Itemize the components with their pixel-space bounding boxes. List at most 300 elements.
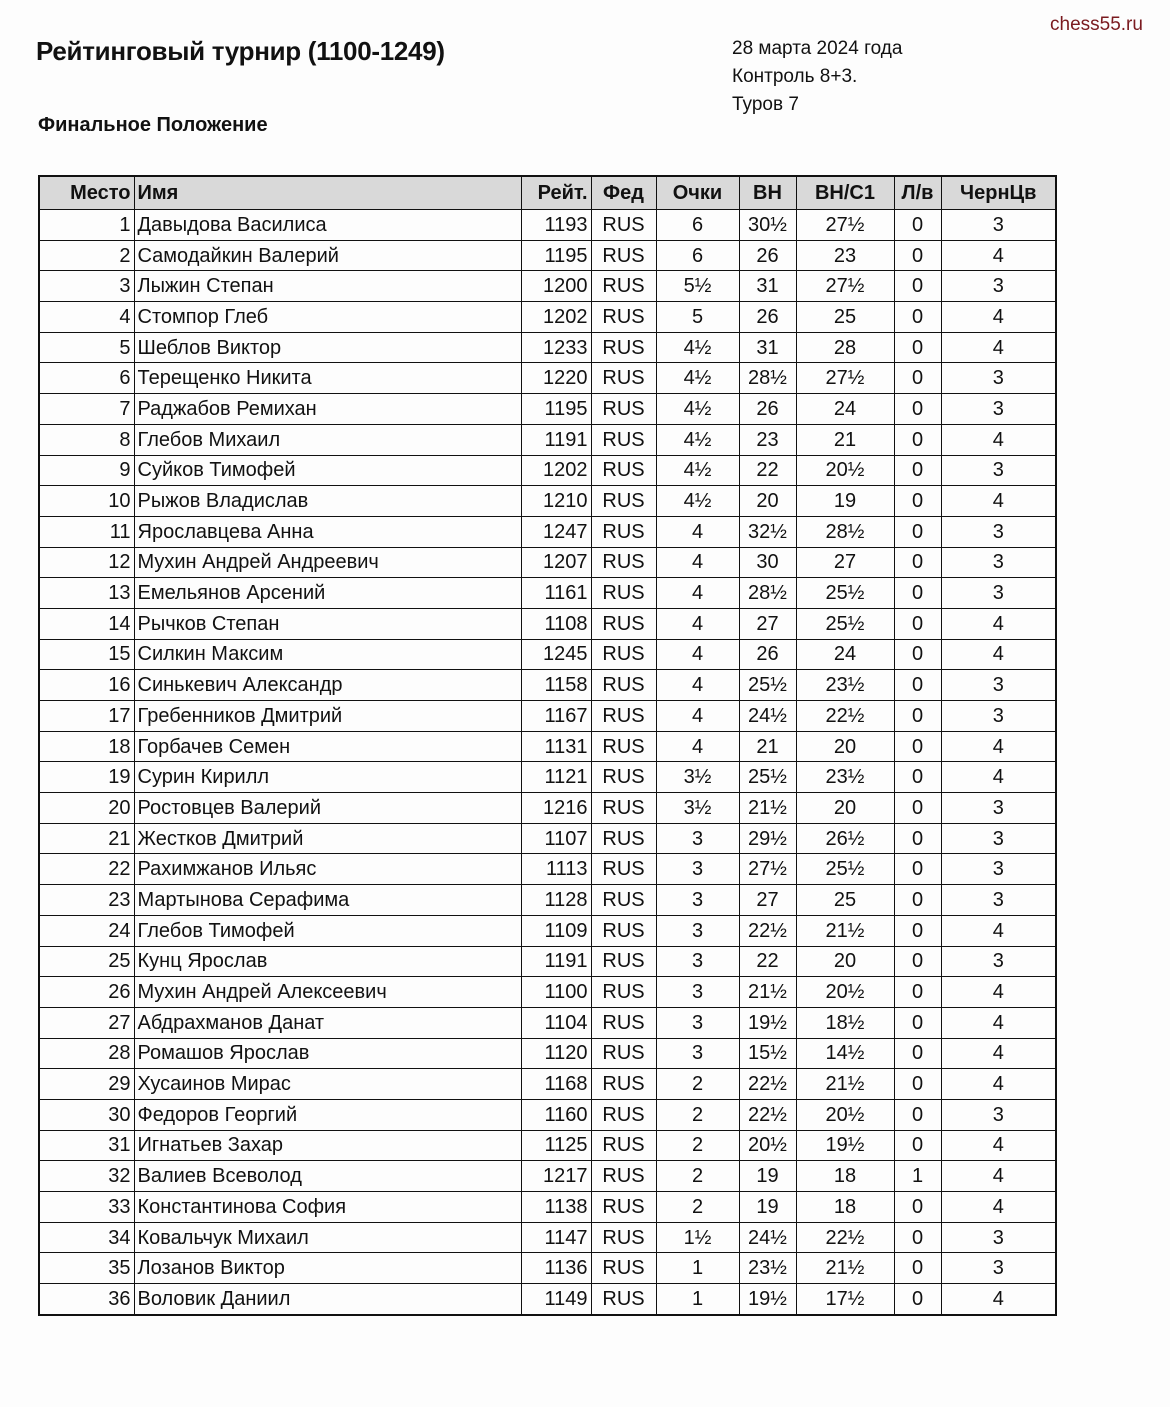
cell-points: 3: [656, 946, 739, 977]
cell-black-games: 3: [941, 578, 1056, 609]
cell-place: 8: [39, 424, 134, 455]
cell-wins: 0: [894, 1253, 941, 1284]
cell-name: Ковальчук Михаил: [134, 1222, 521, 1253]
cell-buchholz-cut1: 14½: [796, 1038, 894, 1069]
table-row: [39, 915, 1056, 946]
cell-name: Рычков Степан: [134, 608, 521, 639]
cell-buchholz: 22½: [739, 915, 796, 946]
cell-points: 6: [656, 210, 739, 241]
cell-buchholz: 22½: [739, 1099, 796, 1130]
cell-buchholz-cut1: 20: [796, 946, 894, 977]
table-row: [39, 332, 1056, 363]
cell-black-games: 3: [941, 516, 1056, 547]
cell-rating: 1167: [521, 701, 591, 732]
cell-points: 5: [656, 302, 739, 333]
cell-buchholz: 19: [739, 1161, 796, 1192]
cell-name: Синькевич Александр: [134, 670, 521, 701]
cell-points: 4: [656, 701, 739, 732]
cell-name: Кунц Ярослав: [134, 946, 521, 977]
cell-federation: RUS: [591, 1161, 656, 1192]
cell-wins: 0: [894, 1130, 941, 1161]
table-row: [39, 1007, 1056, 1038]
cell-place: 29: [39, 1069, 134, 1100]
cell-wins: 0: [894, 793, 941, 824]
cell-federation: RUS: [591, 1007, 656, 1038]
table-row: [39, 1222, 1056, 1253]
cell-rating: 1113: [521, 854, 591, 885]
cell-rating: 1160: [521, 1099, 591, 1130]
cell-black-games: 4: [941, 1192, 1056, 1223]
table-row: [39, 1130, 1056, 1161]
cell-rating: 1245: [521, 639, 591, 670]
cell-place: 4: [39, 302, 134, 333]
table-row: [39, 639, 1056, 670]
cell-buchholz: 19: [739, 1192, 796, 1223]
cell-buchholz: 31: [739, 271, 796, 302]
cell-wins: 0: [894, 608, 941, 639]
cell-federation: RUS: [591, 885, 656, 916]
cell-points: 2: [656, 1192, 739, 1223]
cell-buchholz: 20: [739, 486, 796, 517]
cell-place: 10: [39, 486, 134, 517]
cell-buchholz: 28½: [739, 578, 796, 609]
cell-wins: 0: [894, 1007, 941, 1038]
cell-points: 4½: [656, 332, 739, 363]
cell-wins: 0: [894, 271, 941, 302]
cell-place: 14: [39, 608, 134, 639]
cell-federation: RUS: [591, 486, 656, 517]
cell-place: 12: [39, 547, 134, 578]
cell-place: 26: [39, 977, 134, 1008]
cell-rating: 1107: [521, 823, 591, 854]
cell-buchholz-cut1: 21: [796, 424, 894, 455]
cell-black-games: 3: [941, 1222, 1056, 1253]
table-row: [39, 608, 1056, 639]
cell-buchholz-cut1: 25½: [796, 608, 894, 639]
cell-place: 6: [39, 363, 134, 394]
cell-name: Ярославцева Анна: [134, 516, 521, 547]
cell-black-games: 4: [941, 1038, 1056, 1069]
table-row: [39, 885, 1056, 916]
cell-points: 6: [656, 240, 739, 271]
cell-place: 7: [39, 394, 134, 425]
cell-points: 3: [656, 1007, 739, 1038]
cell-wins: 0: [894, 1222, 941, 1253]
table-row: [39, 1161, 1056, 1192]
cell-rating: 1120: [521, 1038, 591, 1069]
cell-federation: RUS: [591, 424, 656, 455]
cell-federation: RUS: [591, 731, 656, 762]
cell-buchholz: 32½: [739, 516, 796, 547]
cell-black-games: 3: [941, 394, 1056, 425]
cell-black-games: 4: [941, 486, 1056, 517]
cell-federation: RUS: [591, 1038, 656, 1069]
cell-points: 4½: [656, 486, 739, 517]
cell-buchholz-cut1: 26½: [796, 823, 894, 854]
cell-buchholz: 25½: [739, 670, 796, 701]
cell-wins: 0: [894, 670, 941, 701]
cell-wins: 0: [894, 854, 941, 885]
table-row: [39, 946, 1056, 977]
cell-wins: 0: [894, 547, 941, 578]
cell-buchholz: 27½: [739, 854, 796, 885]
cell-black-games: 3: [941, 823, 1056, 854]
cell-place: 35: [39, 1253, 134, 1284]
cell-name: Федоров Георгий: [134, 1099, 521, 1130]
table-row: [39, 516, 1056, 547]
cell-wins: 1: [894, 1161, 941, 1192]
cell-place: 30: [39, 1099, 134, 1130]
table-row: [39, 977, 1056, 1008]
cell-federation: RUS: [591, 977, 656, 1008]
table-row: [39, 424, 1056, 455]
cell-federation: RUS: [591, 823, 656, 854]
cell-place: 15: [39, 639, 134, 670]
cell-rating: 1108: [521, 608, 591, 639]
cell-points: 1: [656, 1253, 739, 1284]
cell-name: Глебов Михаил: [134, 424, 521, 455]
cell-name: Константинова София: [134, 1192, 521, 1223]
cell-place: 13: [39, 578, 134, 609]
cell-place: 3: [39, 271, 134, 302]
cell-black-games: 4: [941, 608, 1056, 639]
cell-buchholz: 30½: [739, 210, 796, 241]
cell-place: 17: [39, 701, 134, 732]
cell-place: 20: [39, 793, 134, 824]
cell-wins: 0: [894, 363, 941, 394]
cell-buchholz-cut1: 21½: [796, 1069, 894, 1100]
cell-buchholz: 27: [739, 608, 796, 639]
cell-buchholz: 19½: [739, 1007, 796, 1038]
table-row: [39, 823, 1056, 854]
cell-federation: RUS: [591, 1099, 656, 1130]
cell-place: 21: [39, 823, 134, 854]
cell-black-games: 4: [941, 977, 1056, 1008]
cell-rating: 1161: [521, 578, 591, 609]
cell-buchholz: 26: [739, 302, 796, 333]
header-buchholz-cut1: ВН/С1: [796, 176, 894, 210]
cell-name: Силкин Максим: [134, 639, 521, 670]
cell-black-games: 4: [941, 1130, 1056, 1161]
cell-black-games: 4: [941, 1284, 1056, 1315]
cell-black-games: 3: [941, 1099, 1056, 1130]
cell-name: Ромашов Ярослав: [134, 1038, 521, 1069]
cell-federation: RUS: [591, 793, 656, 824]
time-control: Контроль 8+3.: [732, 66, 858, 87]
cell-black-games: 3: [941, 455, 1056, 486]
cell-buchholz-cut1: 27½: [796, 210, 894, 241]
cell-black-games: 3: [941, 210, 1056, 241]
cell-buchholz: 29½: [739, 823, 796, 854]
table-header-row: [39, 176, 1056, 210]
table-row: [39, 210, 1056, 241]
cell-name: Самодайкин Валерий: [134, 240, 521, 271]
cell-federation: RUS: [591, 240, 656, 271]
cell-rating: 1168: [521, 1069, 591, 1100]
cell-name: Рыжов Владислав: [134, 486, 521, 517]
cell-buchholz-cut1: 19½: [796, 1130, 894, 1161]
cell-place: 5: [39, 332, 134, 363]
cell-buchholz: 22: [739, 946, 796, 977]
header-buchholz: ВН: [739, 176, 796, 210]
cell-buchholz-cut1: 23: [796, 240, 894, 271]
cell-black-games: 4: [941, 424, 1056, 455]
table-row: [39, 701, 1056, 732]
cell-buchholz: 23: [739, 424, 796, 455]
cell-points: 4: [656, 731, 739, 762]
cell-rating: 1158: [521, 670, 591, 701]
cell-rating: 1207: [521, 547, 591, 578]
cell-points: 4: [656, 578, 739, 609]
cell-buchholz-cut1: 25½: [796, 578, 894, 609]
cell-wins: 0: [894, 1038, 941, 1069]
table-row: [39, 240, 1056, 271]
cell-rating: 1125: [521, 1130, 591, 1161]
header-name: Имя: [134, 176, 521, 210]
cell-federation: RUS: [591, 1130, 656, 1161]
cell-rating: 1195: [521, 394, 591, 425]
cell-wins: 0: [894, 1099, 941, 1130]
cell-name: Жестков Дмитрий: [134, 823, 521, 854]
cell-rating: 1191: [521, 946, 591, 977]
cell-place: 11: [39, 516, 134, 547]
cell-rating: 1191: [521, 424, 591, 455]
cell-buchholz-cut1: 18: [796, 1192, 894, 1223]
cell-points: 3: [656, 885, 739, 916]
cell-federation: RUS: [591, 1222, 656, 1253]
table-row: [39, 670, 1056, 701]
header-black-games: ЧернЦв: [941, 176, 1056, 210]
cell-buchholz-cut1: 27½: [796, 271, 894, 302]
cell-points: 3½: [656, 793, 739, 824]
cell-federation: RUS: [591, 854, 656, 885]
cell-place: 2: [39, 240, 134, 271]
cell-buchholz-cut1: 20: [796, 793, 894, 824]
cell-buchholz: 28½: [739, 363, 796, 394]
cell-buchholz-cut1: 25½: [796, 854, 894, 885]
cell-rating: 1149: [521, 1284, 591, 1315]
cell-points: 2: [656, 1130, 739, 1161]
cell-buchholz-cut1: 28½: [796, 516, 894, 547]
cell-points: 5½: [656, 271, 739, 302]
cell-buchholz-cut1: 25: [796, 885, 894, 916]
rounds-count: Туров 7: [732, 94, 799, 115]
cell-black-games: 3: [941, 701, 1056, 732]
table-row: [39, 854, 1056, 885]
cell-federation: RUS: [591, 1284, 656, 1315]
cell-name: Шеблов Виктор: [134, 332, 521, 363]
cell-rating: 1200: [521, 271, 591, 302]
cell-points: 1: [656, 1284, 739, 1315]
cell-wins: 0: [894, 915, 941, 946]
cell-buchholz-cut1: 27½: [796, 363, 894, 394]
cell-buchholz: 23½: [739, 1253, 796, 1284]
cell-black-games: 3: [941, 271, 1056, 302]
cell-black-games: 3: [941, 363, 1056, 394]
cell-name: Игнатьев Захар: [134, 1130, 521, 1161]
cell-points: 1½: [656, 1222, 739, 1253]
table-row: [39, 578, 1056, 609]
cell-place: 18: [39, 731, 134, 762]
cell-points: 4: [656, 608, 739, 639]
cell-federation: RUS: [591, 271, 656, 302]
cell-place: 32: [39, 1161, 134, 1192]
cell-buchholz: 31: [739, 332, 796, 363]
cell-name: Валиев Всеволод: [134, 1161, 521, 1192]
cell-name: Хусаинов Мирас: [134, 1069, 521, 1100]
cell-name: Суйков Тимофей: [134, 455, 521, 486]
standings-body: [39, 210, 1056, 1315]
cell-wins: 0: [894, 701, 941, 732]
table-row: [39, 731, 1056, 762]
table-row: [39, 1192, 1056, 1223]
standings-table: [38, 175, 1057, 1316]
cell-points: 4: [656, 547, 739, 578]
cell-rating: 1147: [521, 1222, 591, 1253]
cell-federation: RUS: [591, 608, 656, 639]
cell-place: 16: [39, 670, 134, 701]
cell-buchholz-cut1: 18½: [796, 1007, 894, 1038]
table-row: [39, 547, 1056, 578]
cell-points: 2: [656, 1099, 739, 1130]
cell-place: 28: [39, 1038, 134, 1069]
cell-name: Лозанов Виктор: [134, 1253, 521, 1284]
table-row: [39, 793, 1056, 824]
cell-federation: RUS: [591, 946, 656, 977]
cell-buchholz: 21: [739, 731, 796, 762]
cell-points: 4: [656, 516, 739, 547]
cell-wins: 0: [894, 977, 941, 1008]
cell-points: 3: [656, 977, 739, 1008]
cell-buchholz-cut1: 21½: [796, 1253, 894, 1284]
cell-name: Терещенко Никита: [134, 363, 521, 394]
header-points: Очки: [656, 176, 739, 210]
cell-place: 36: [39, 1284, 134, 1315]
cell-place: 19: [39, 762, 134, 793]
cell-rating: 1138: [521, 1192, 591, 1223]
cell-black-games: 4: [941, 639, 1056, 670]
cell-wins: 0: [894, 394, 941, 425]
cell-name: Лыжин Степан: [134, 271, 521, 302]
cell-place: 34: [39, 1222, 134, 1253]
cell-points: 4: [656, 639, 739, 670]
table-row: [39, 1099, 1056, 1130]
cell-rating: 1121: [521, 762, 591, 793]
cell-buchholz-cut1: 20½: [796, 1099, 894, 1130]
cell-federation: RUS: [591, 516, 656, 547]
table-row: [39, 1284, 1056, 1315]
cell-rating: 1233: [521, 332, 591, 363]
cell-wins: 0: [894, 240, 941, 271]
cell-points: 4½: [656, 394, 739, 425]
cell-rating: 1247: [521, 516, 591, 547]
cell-buchholz-cut1: 19: [796, 486, 894, 517]
cell-buchholz: 30: [739, 547, 796, 578]
cell-black-games: 3: [941, 670, 1056, 701]
cell-place: 1: [39, 210, 134, 241]
cell-buchholz: 26: [739, 394, 796, 425]
cell-black-games: 4: [941, 762, 1056, 793]
cell-points: 4½: [656, 363, 739, 394]
cell-wins: 0: [894, 946, 941, 977]
cell-name: Глебов Тимофей: [134, 915, 521, 946]
cell-wins: 0: [894, 639, 941, 670]
cell-wins: 0: [894, 332, 941, 363]
cell-name: Воловик Даниил: [134, 1284, 521, 1315]
cell-place: 31: [39, 1130, 134, 1161]
table-row: [39, 271, 1056, 302]
cell-name: Давыдова Василиса: [134, 210, 521, 241]
cell-rating: 1202: [521, 302, 591, 333]
cell-buchholz-cut1: 17½: [796, 1284, 894, 1315]
cell-wins: 0: [894, 210, 941, 241]
cell-name: Емельянов Арсений: [134, 578, 521, 609]
cell-black-games: 4: [941, 302, 1056, 333]
cell-points: 2: [656, 1069, 739, 1100]
cell-buchholz-cut1: 24: [796, 639, 894, 670]
tournament-date: 28 марта 2024 года: [732, 38, 903, 59]
cell-buchholz-cut1: 23½: [796, 670, 894, 701]
table-row: [39, 1038, 1056, 1069]
cell-points: 2: [656, 1161, 739, 1192]
cell-rating: 1195: [521, 240, 591, 271]
cell-buchholz-cut1: 22½: [796, 1222, 894, 1253]
cell-federation: RUS: [591, 455, 656, 486]
cell-points: 4: [656, 670, 739, 701]
cell-buchholz-cut1: 28: [796, 332, 894, 363]
cell-federation: RUS: [591, 394, 656, 425]
tournament-meta: [732, 35, 902, 119]
cell-federation: RUS: [591, 701, 656, 732]
cell-federation: RUS: [591, 578, 656, 609]
cell-buchholz-cut1: 20½: [796, 455, 894, 486]
cell-federation: RUS: [591, 762, 656, 793]
cell-buchholz: 25½: [739, 762, 796, 793]
cell-federation: RUS: [591, 670, 656, 701]
cell-name: Рахимжанов Ильяс: [134, 854, 521, 885]
cell-buchholz-cut1: 22½: [796, 701, 894, 732]
cell-buchholz-cut1: 20: [796, 731, 894, 762]
cell-buchholz: 19½: [739, 1284, 796, 1315]
cell-name: Мартынова Серафима: [134, 885, 521, 916]
cell-name: Раджабов Ремихан: [134, 394, 521, 425]
cell-buchholz-cut1: 21½: [796, 915, 894, 946]
cell-black-games: 3: [941, 547, 1056, 578]
cell-black-games: 3: [941, 793, 1056, 824]
cell-federation: RUS: [591, 302, 656, 333]
cell-buchholz-cut1: 20½: [796, 977, 894, 1008]
cell-black-games: 4: [941, 915, 1056, 946]
cell-buchholz: 27: [739, 885, 796, 916]
cell-buchholz: 22: [739, 455, 796, 486]
table-row: [39, 302, 1056, 333]
header-wins: Л/в: [894, 176, 941, 210]
cell-points: 4½: [656, 455, 739, 486]
cell-black-games: 4: [941, 1007, 1056, 1038]
cell-name: Сурин Кирилл: [134, 762, 521, 793]
cell-rating: 1131: [521, 731, 591, 762]
cell-wins: 0: [894, 1069, 941, 1100]
header-place: Место: [39, 176, 134, 210]
cell-rating: 1210: [521, 486, 591, 517]
cell-federation: RUS: [591, 210, 656, 241]
cell-wins: 0: [894, 885, 941, 916]
table-row: [39, 394, 1056, 425]
cell-rating: 1202: [521, 455, 591, 486]
cell-place: 9: [39, 455, 134, 486]
cell-name: Мухин Андрей Андреевич: [134, 547, 521, 578]
cell-buchholz: 15½: [739, 1038, 796, 1069]
